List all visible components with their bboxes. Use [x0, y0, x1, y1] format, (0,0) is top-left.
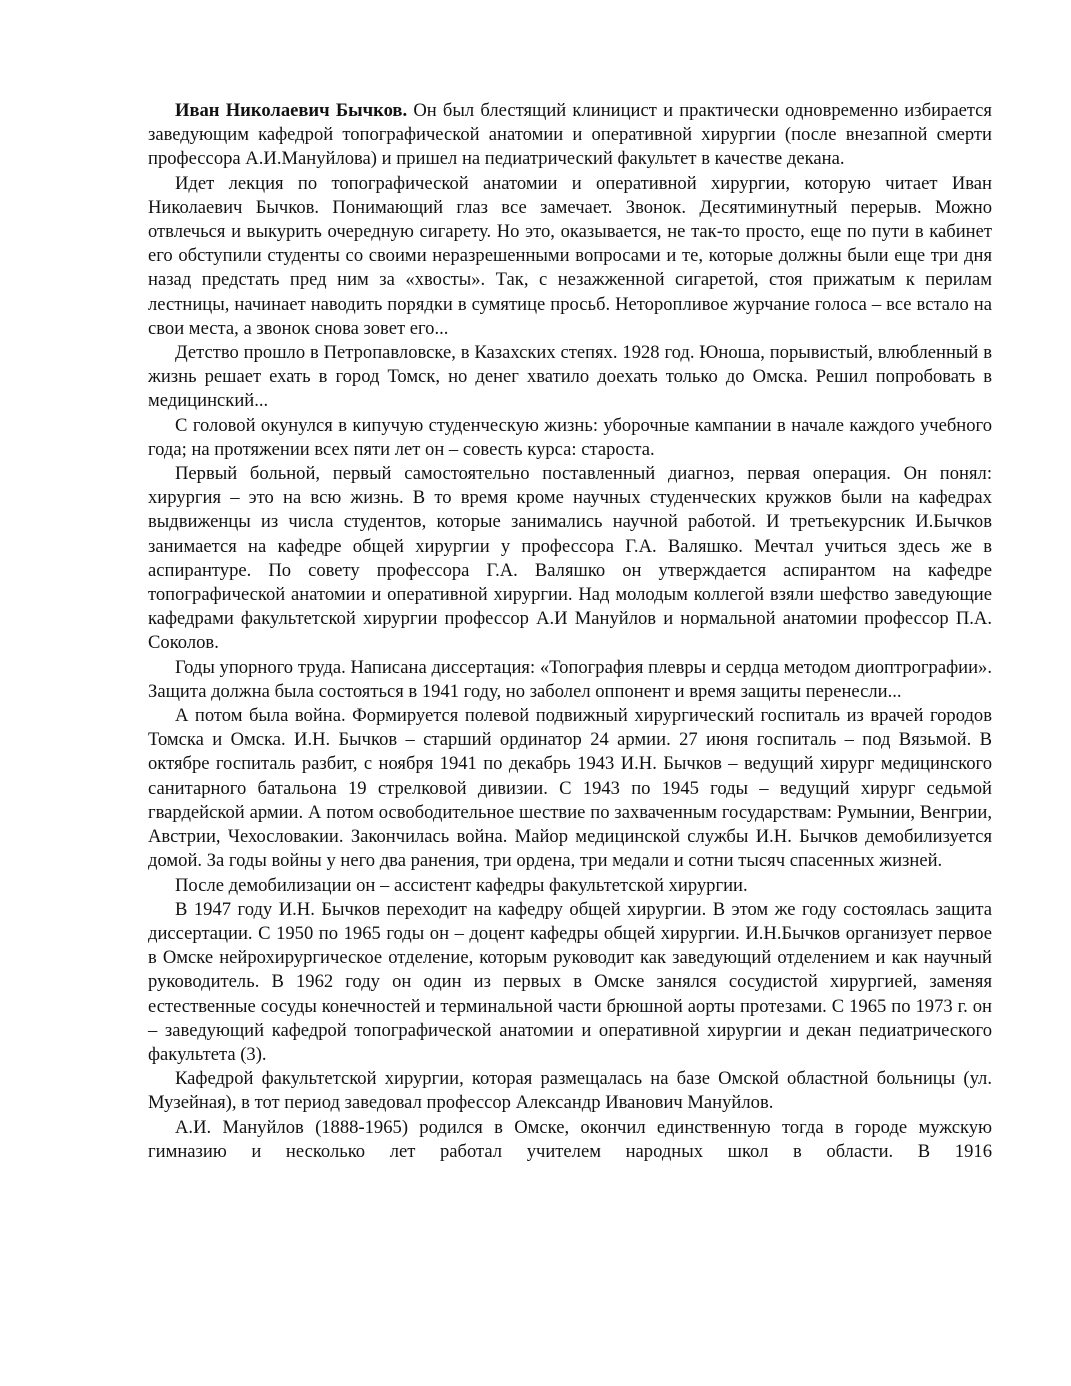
paragraph-text: Кафедрой факультетской хирургии, которая размещалась на базе Омской областной больницы (ул. Музейная), в тот период заведовал профессор Александр Иванович Мануйлов. [148, 1068, 992, 1114]
paragraph-student-life [148, 414, 992, 462]
paragraph-war [148, 704, 992, 873]
paragraph-bychkov-intro [148, 99, 992, 172]
paragraph-career [148, 898, 992, 1067]
paragraph-text: А потом была война. Формируется полевой подвижный хирургический госпиталь из врачей городов Томска и Омска. И.Н. Бычков – старший ординатор 24 армии. 27 июня госпиталь – под Вязьмой. В октябре госпиталь разбит, с ноября 1941 по декабрь 1943 И.Н. Бычков – ведущий хирург медицинского санитарного батальона 19 стрелковой дивизии. С 1943 по 1945 годы – ведущий хирург седьмой гвардейской армии. А потом освободительное шествие по захваченным государствам: Румынии, Венгрии, Австрии, Чехословакии. Закончилась война. Майор медицинской службы И.Н. Бычков демобилизуется домой. За годы войны у него два ранения, три ордена, три медали и сотни тысяч спасенных жизней. [148, 705, 992, 872]
paragraph-text: Он был блестящий клиницист и практически одновременно избирается заведующим кафедрой топографической анатомии и оперативной хирургии (после внезапной смерти профессора А.И.Мануйлова) и пришел на педиатрический факультет в качестве декана. [148, 100, 992, 170]
document-page [148, 99, 992, 1164]
paragraph-first-patient [148, 462, 992, 656]
paragraph-text: После демобилизации он – ассистент кафедры факультетской хирургии. [175, 874, 748, 896]
paragraph-lecture [148, 172, 992, 341]
paragraph-text: С головой окунулся в кипучую студенческую жизнь: уборочные кампании в начале каждого учебного года; на протяжении всех пяти лет он – совесть курса: староста. [148, 414, 992, 460]
paragraph-dissertation [148, 656, 992, 704]
paragraph-text: В 1947 году И.Н. Бычков переходит на кафедру общей хирургии. В этом же году состоялась защита диссертации. С 1950 по 1965 годы он – доцент кафедры общей хирургии. И.Н.Бычков организует первое в Омске нейрохирургическое отделение, которым руководит как заведующий отделением и как научный руководитель. В 1962 году он один из первых в Омске занялся сосудистой хирургией, заменяя естественные сосуды конечностей и терминальной части брюшной аорты протезами. С 1965 по 1973 г. он – заведующий кафедрой топографической анатомии и оперативной хирургии и декан педиатрического факультета (3). [148, 898, 992, 1065]
paragraph-demobilization [148, 874, 992, 898]
paragraph-manuilov [148, 1116, 992, 1164]
paragraph-text: А.И. Мануйлов (1888-1965) родился в Омске, окончил единственную тогда в городе мужскую гимназию и несколько лет работал учителем народных школ в области. В 1916 [148, 1116, 992, 1162]
paragraph-childhood [148, 341, 992, 414]
paragraph-text: Первый больной, первый самостоятельно поставленный диагноз, первая операция. Он понял: хирургия – это на всю жизнь. В то время кроме научных студенческих кружков были на кафедрах выдвиженцы из числа студентов, которые занимались научной работой. И третьекурсник И.Бычков занимается на кафедре общей хирургии у профессора Г.А. Валяшко. Мечтал учиться здесь же в аспирантуре. По совету профессора Г.А. Валяшко он утверждается аспирантом на кафедре топографической анатомии и оперативной хирургии. Над молодым коллегой взяли шефство заведующие кафедрами факультетской хирургии профессор А.И Мануйлов и нормальной анатомии профессор П.А. Соколов. [148, 463, 992, 654]
paragraph-text: Идет лекция по топографической анатомии и оперативной хирургии, которую читает Иван Николаевич Бычков. Понимающий глаз все замечает. Звонок. Десятиминутный перерыв. Можно отвлечься и выкурить очередную сигарету. Но это, оказывается, не так-то просто, еще по пути в кабинет его обступили студенты со своими неразрешенными вопросами и те, которые должны были еще три дня назад предстать пред ним за «хвосты». Так, с незажженной сигаретой, стоя прижатым к перилам лестницы, начинает наводить порядки в сумятице просьб. Неторопливое журчание голоса – все встало на свои места, а звонок снова зовет его... [148, 172, 992, 339]
paragraph-text: Годы упорного труда. Написана диссертация: «Топография плевры и сердца методом диоптрографии». Защита должна была состояться в 1941 году, но заболел оппонент и время защиты перенесли... [148, 656, 992, 702]
paragraph-text: Детство прошло в Петропавловске, в Казахских степях. 1928 год. Юноша, порывистый, влюбленный в жизнь решает ехать в город Томск, но денег хватило доехать только до Омска. Решил попробовать в медицинский... [148, 342, 992, 412]
paragraph-lead-name: Иван Николаевич Бычков. [175, 100, 408, 121]
paragraph-department [148, 1067, 992, 1115]
